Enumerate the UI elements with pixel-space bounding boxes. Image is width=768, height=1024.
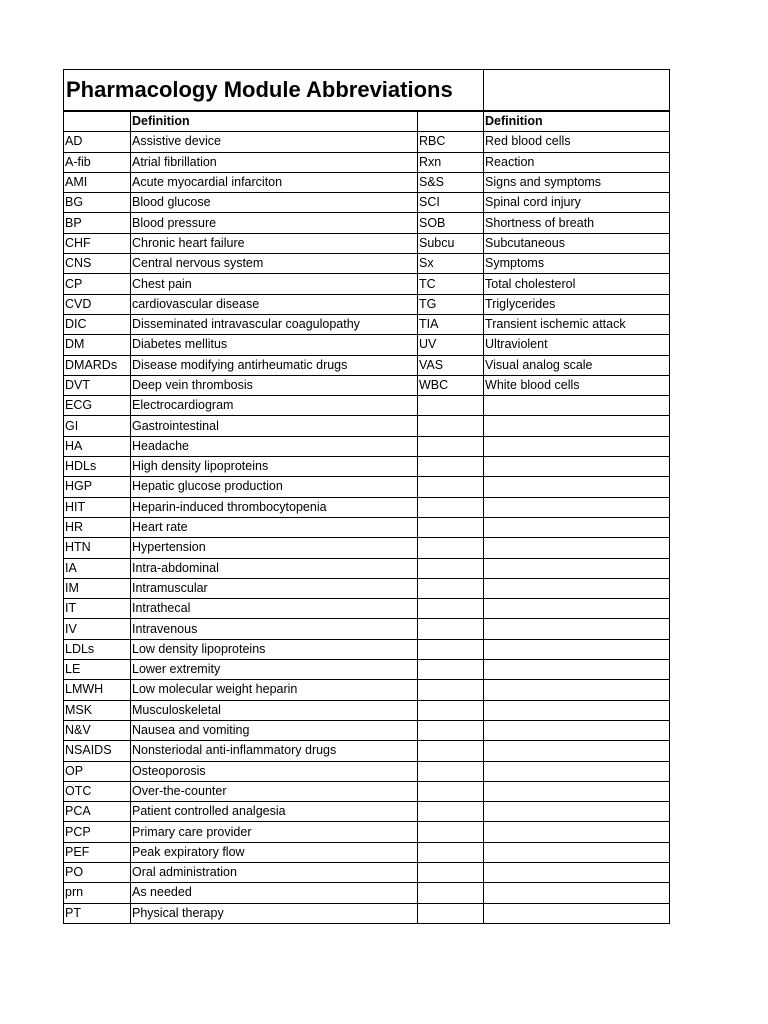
definition-cell: Disease modifying antirheumatic drugs <box>131 355 418 375</box>
definition-cell: Chronic heart failure <box>131 233 418 253</box>
definition-cell: Intrathecal <box>131 599 418 619</box>
abbreviation-cell-right <box>418 883 484 903</box>
definition-cell-right <box>484 558 670 578</box>
definition-cell: Intravenous <box>131 619 418 639</box>
abbreviation-cell: LMWH <box>64 680 131 700</box>
abbreviation-cell-right <box>418 619 484 639</box>
definition-cell: Assistive device <box>131 132 418 152</box>
definition-cell: High density lipoproteins <box>131 457 418 477</box>
definition-cell: Acute myocardial infarciton <box>131 172 418 192</box>
definition-cell: Headache <box>131 436 418 456</box>
definition-cell: Central nervous system <box>131 254 418 274</box>
definition-cell: Blood pressure <box>131 213 418 233</box>
definition-cell-right <box>484 396 670 416</box>
definition-cell-right <box>484 883 670 903</box>
abbreviation-cell: prn <box>64 883 131 903</box>
abbreviation-cell: IT <box>64 599 131 619</box>
header-right-definition: Definition <box>484 111 670 132</box>
abbreviation-cell: CNS <box>64 254 131 274</box>
definition-cell: Low molecular weight heparin <box>131 680 418 700</box>
table-row <box>64 274 670 294</box>
abbreviation-cell-right <box>418 558 484 578</box>
definition-cell-right <box>484 457 670 477</box>
abbreviation-cell: OP <box>64 761 131 781</box>
header-left-abbr <box>64 111 131 132</box>
abbreviation-cell-right <box>418 781 484 801</box>
definition-cell-right: Subcutaneous <box>484 233 670 253</box>
abbreviation-cell-right <box>418 477 484 497</box>
definition-cell: Nausea and vomiting <box>131 720 418 740</box>
abbreviation-cell-right <box>418 700 484 720</box>
definition-cell: Hypertension <box>131 538 418 558</box>
abbreviation-cell-right: RBC <box>418 132 484 152</box>
definition-cell: Disseminated intravascular coagulopathy <box>131 314 418 334</box>
abbreviation-cell-right: SOB <box>418 213 484 233</box>
definition-cell-right <box>484 720 670 740</box>
definition-cell: As needed <box>131 883 418 903</box>
abbreviation-cell-right: TIA <box>418 314 484 334</box>
table-row <box>64 660 670 680</box>
definition-cell-right <box>484 619 670 639</box>
definition-cell-right <box>484 862 670 882</box>
abbreviation-cell-right <box>418 599 484 619</box>
abbreviation-cell-right <box>418 720 484 740</box>
abbreviation-cell-right <box>418 660 484 680</box>
abbreviation-cell-right <box>418 457 484 477</box>
table-row <box>64 457 670 477</box>
table-row <box>64 538 670 558</box>
page-title: Pharmacology Module Abbreviations <box>66 77 453 102</box>
abbreviation-cell: HIT <box>64 497 131 517</box>
definition-cell-right: White blood cells <box>484 375 670 395</box>
abbreviation-cell: PT <box>64 903 131 923</box>
abbreviation-cell: IA <box>64 558 131 578</box>
table-row <box>64 802 670 822</box>
table-row <box>64 761 670 781</box>
definition-cell: Intra-abdominal <box>131 558 418 578</box>
table-row <box>64 517 670 537</box>
page-title-cell <box>64 70 484 112</box>
abbreviation-cell: BG <box>64 193 131 213</box>
definition-cell: Low density lipoproteins <box>131 639 418 659</box>
definition-cell: cardiovascular disease <box>131 294 418 314</box>
definition-cell-right: Spinal cord injury <box>484 193 670 213</box>
abbreviation-cell-right <box>418 497 484 517</box>
abbreviation-cell: CHF <box>64 233 131 253</box>
definition-cell: Nonsteriodal anti-inflammatory drugs <box>131 741 418 761</box>
table-row <box>64 375 670 395</box>
abbreviation-cell-right <box>418 538 484 558</box>
definition-cell: Atrial fibrillation <box>131 152 418 172</box>
definition-cell-right <box>484 660 670 680</box>
abbreviation-cell: DMARDs <box>64 355 131 375</box>
abbreviation-cell-right: TG <box>418 294 484 314</box>
definition-cell-right <box>484 517 670 537</box>
abbreviation-cell: CP <box>64 274 131 294</box>
definition-cell-right <box>484 700 670 720</box>
abbreviation-cell-right <box>418 761 484 781</box>
definition-cell-right <box>484 822 670 842</box>
definition-cell: Chest pain <box>131 274 418 294</box>
abbreviation-cell: DIC <box>64 314 131 334</box>
table-row <box>64 903 670 923</box>
definition-cell-right <box>484 639 670 659</box>
table-row <box>64 294 670 314</box>
abbreviation-cell-right: UV <box>418 335 484 355</box>
abbreviation-cell: PCA <box>64 802 131 822</box>
definition-cell: Intramuscular <box>131 578 418 598</box>
definition-cell-right <box>484 538 670 558</box>
table-row <box>64 416 670 436</box>
table-row <box>64 254 670 274</box>
definition-cell-right: Shortness of breath <box>484 213 670 233</box>
definition-cell-right <box>484 578 670 598</box>
header-right-abbr <box>418 111 484 132</box>
abbreviation-cell-right <box>418 680 484 700</box>
abbreviation-cell: LE <box>64 660 131 680</box>
table-row <box>64 335 670 355</box>
table-row <box>64 213 670 233</box>
abbreviation-cell: N&V <box>64 720 131 740</box>
abbreviation-cell: DM <box>64 335 131 355</box>
table-row <box>64 132 670 152</box>
table-row <box>64 822 670 842</box>
abbreviation-cell: IM <box>64 578 131 598</box>
title-row <box>64 70 670 112</box>
abbreviation-cell: HTN <box>64 538 131 558</box>
definition-cell-right <box>484 761 670 781</box>
definition-cell-right: Triglycerides <box>484 294 670 314</box>
table-row <box>64 720 670 740</box>
table-row <box>64 883 670 903</box>
header-row <box>64 111 670 132</box>
definition-cell-right <box>484 497 670 517</box>
definition-cell: Deep vein thrombosis <box>131 375 418 395</box>
abbreviation-cell: A-fib <box>64 152 131 172</box>
abbreviation-cell: HDLs <box>64 457 131 477</box>
empty-title-cell <box>484 70 670 112</box>
abbreviation-cell: GI <box>64 416 131 436</box>
abbreviation-cell: BP <box>64 213 131 233</box>
definition-cell: Blood glucose <box>131 193 418 213</box>
abbreviation-cell: OTC <box>64 781 131 801</box>
abbreviation-cell-right <box>418 416 484 436</box>
abbreviation-cell-right <box>418 436 484 456</box>
abbreviation-sheet <box>63 69 669 924</box>
abbreviation-cell: PCP <box>64 822 131 842</box>
abbreviation-cell: AMI <box>64 172 131 192</box>
table-row <box>64 781 670 801</box>
table-row <box>64 497 670 517</box>
header-left-definition: Definition <box>131 111 418 132</box>
definition-cell-right <box>484 741 670 761</box>
abbreviation-cell-right <box>418 842 484 862</box>
abbreviation-cell-right <box>418 517 484 537</box>
abbreviation-cell: CVD <box>64 294 131 314</box>
abbreviation-cell: IV <box>64 619 131 639</box>
definition-cell: Heart rate <box>131 517 418 537</box>
abbreviation-cell-right: TC <box>418 274 484 294</box>
abbreviation-cell-right <box>418 741 484 761</box>
definition-cell: Hepatic glucose production <box>131 477 418 497</box>
abbreviation-cell-right <box>418 578 484 598</box>
definition-cell: Over-the-counter <box>131 781 418 801</box>
table-row <box>64 842 670 862</box>
abbreviation-cell: HR <box>64 517 131 537</box>
abbreviation-cell: MSK <box>64 700 131 720</box>
abbreviation-cell-right <box>418 822 484 842</box>
definition-cell-right <box>484 436 670 456</box>
definition-cell: Primary care provider <box>131 822 418 842</box>
definition-cell: Physical therapy <box>131 903 418 923</box>
definition-cell: Gastrointestinal <box>131 416 418 436</box>
definition-cell: Electrocardiogram <box>131 396 418 416</box>
definition-cell: Osteoporosis <box>131 761 418 781</box>
abbreviation-cell-right <box>418 802 484 822</box>
abbreviation-cell-right: Subcu <box>418 233 484 253</box>
table-row <box>64 233 670 253</box>
definition-cell-right: Symptoms <box>484 254 670 274</box>
definition-cell: Oral administration <box>131 862 418 882</box>
definition-cell-right: Signs and symptoms <box>484 172 670 192</box>
definition-cell-right: Total cholesterol <box>484 274 670 294</box>
abbreviation-cell-right: Sx <box>418 254 484 274</box>
table-row <box>64 680 670 700</box>
abbreviation-cell: AD <box>64 132 131 152</box>
table-row <box>64 193 670 213</box>
definition-cell: Lower extremity <box>131 660 418 680</box>
definition-cell-right: Transient ischemic attack <box>484 314 670 334</box>
abbreviation-cell: DVT <box>64 375 131 395</box>
definition-cell-right <box>484 416 670 436</box>
definition-cell-right: Reaction <box>484 152 670 172</box>
table-row <box>64 578 670 598</box>
definition-cell-right <box>484 781 670 801</box>
abbreviation-cell-right: Rxn <box>418 152 484 172</box>
abbreviation-cell: NSAIDS <box>64 741 131 761</box>
definition-cell-right <box>484 477 670 497</box>
abbreviation-cell-right <box>418 862 484 882</box>
abbreviation-cell: HGP <box>64 477 131 497</box>
definition-cell-right <box>484 680 670 700</box>
definition-cell-right: Red blood cells <box>484 132 670 152</box>
abbreviation-cell-right: WBC <box>418 375 484 395</box>
definition-cell-right <box>484 903 670 923</box>
table-row <box>64 862 670 882</box>
definition-cell: Diabetes mellitus <box>131 335 418 355</box>
definition-cell-right: Visual analog scale <box>484 355 670 375</box>
table-row <box>64 639 670 659</box>
table-row <box>64 314 670 334</box>
definition-cell-right <box>484 842 670 862</box>
definition-cell-right: Ultraviolent <box>484 335 670 355</box>
table-row <box>64 558 670 578</box>
abbreviation-cell: HA <box>64 436 131 456</box>
table-row <box>64 396 670 416</box>
table-row <box>64 172 670 192</box>
table-row <box>64 355 670 375</box>
abbreviation-cell: ECG <box>64 396 131 416</box>
abbreviation-cell: PEF <box>64 842 131 862</box>
table-row <box>64 436 670 456</box>
abbreviation-cell: PO <box>64 862 131 882</box>
abbreviation-cell: LDLs <box>64 639 131 659</box>
abbreviation-table <box>63 69 670 924</box>
abbreviation-cell-right <box>418 639 484 659</box>
definition-cell: Musculoskeletal <box>131 700 418 720</box>
definition-cell-right <box>484 599 670 619</box>
definition-cell: Patient controlled analgesia <box>131 802 418 822</box>
abbreviation-cell-right: VAS <box>418 355 484 375</box>
abbreviation-cell-right <box>418 903 484 923</box>
table-row <box>64 152 670 172</box>
table-row <box>64 477 670 497</box>
abbreviation-cell-right <box>418 396 484 416</box>
definition-cell-right <box>484 802 670 822</box>
table-row <box>64 700 670 720</box>
table-row <box>64 741 670 761</box>
definition-cell: Heparin-induced thrombocytopenia <box>131 497 418 517</box>
definition-cell: Peak expiratory flow <box>131 842 418 862</box>
table-row <box>64 619 670 639</box>
abbreviation-cell-right: S&S <box>418 172 484 192</box>
table-row <box>64 599 670 619</box>
abbreviation-cell-right: SCI <box>418 193 484 213</box>
